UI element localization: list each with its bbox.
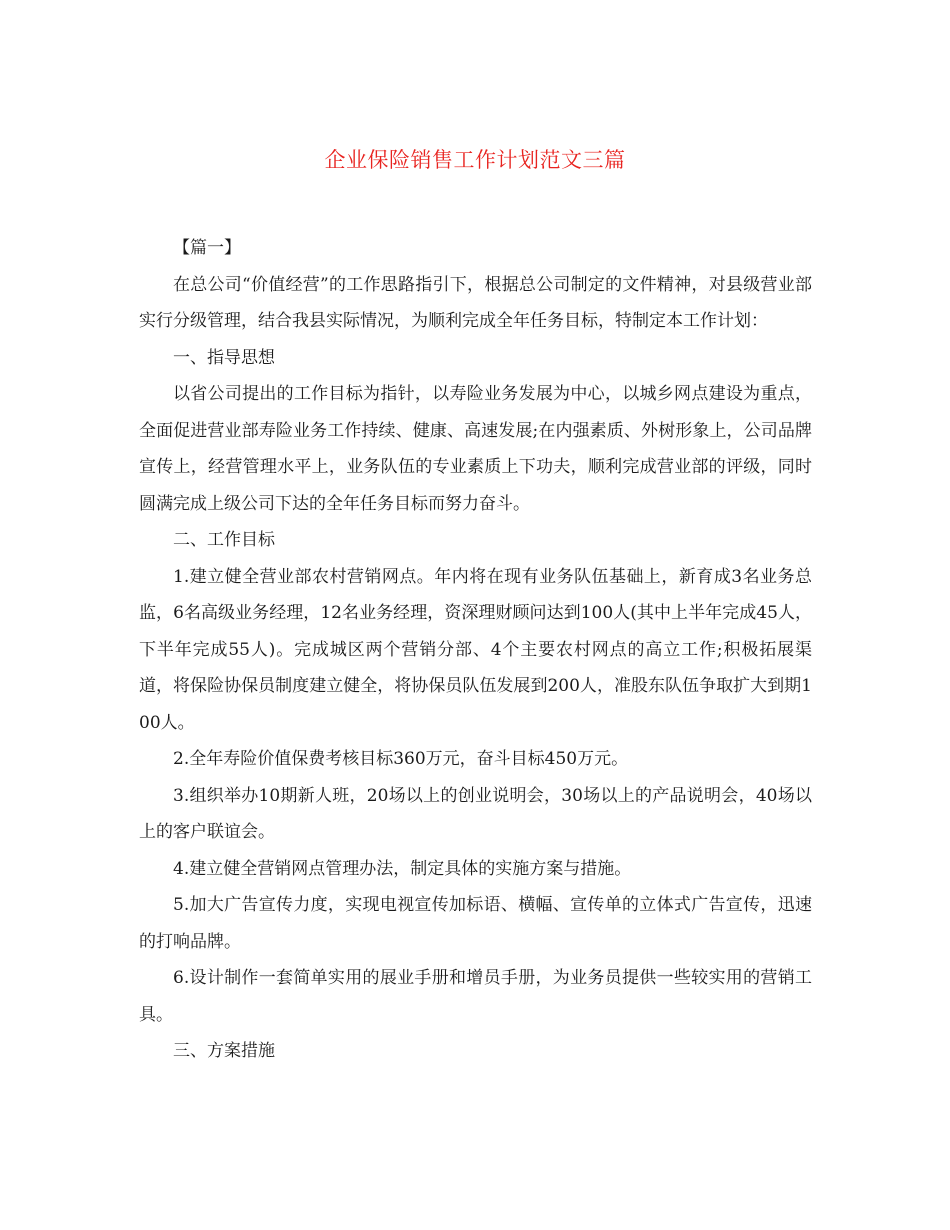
goal-item-5: 5.加大广告宣传力度，实现电视宣传加标语、横幅、宣传单的立体式广告宣传，迅速的打响品牌。 bbox=[139, 895, 812, 952]
guiding-ideology-paragraph: 以省公司提出的工作目标为指针，以寿险业务发展为中心，以城乡网点建设为重点，全面促进营业部寿险业务工作持续、健康、高速发展;在内强素质、外树形象上，公司品牌宣传上，经营管理水平上，业务队伍的专业素质上下功夫，顺利完成营业部的评级，同时圆满完成上级公司下达的全年任务目标而努力奋斗。 bbox=[139, 384, 812, 514]
goal-item-4: 4.建立健全营销网点管理办法，制定具体的实施方案与措施。 bbox=[173, 858, 632, 879]
heading-measures: 三、方案措施 bbox=[173, 1041, 275, 1061]
goal-item-1: 1.建立健全营业部农村营销网点。年内将在现有业务队伍基础上，新育成3名业务总监，6名高级业务经理，12名业务经理，资深理财顾问达到100人(其中上半年完成45人，下半年完成55人)。完成城区两个营销分部、4个主要农村网点的高立工作;积极拓展渠道，将保险协保员制度建立健全，将协保员队伍发展到200人，准股东队伍争取扩大到期100人。 bbox=[139, 566, 812, 733]
goal-item-3: 3.组织举办10期新人班，20场以上的创业说明会，30场以上的产品说明会，40场以上的客户联谊会。 bbox=[139, 785, 812, 842]
heading-guiding-ideology: 一、指导思想 bbox=[173, 347, 275, 368]
section-label-part-one: 【篇一】 bbox=[173, 238, 241, 258]
heading-work-goals: 二、工作目标 bbox=[173, 530, 275, 550]
goal-item-2: 2.全年寿险价值保费考核目标360万元，奋斗目标450万元。 bbox=[173, 749, 629, 769]
document-body bbox=[139, 230, 812, 1070]
goal-item-6: 6.设计制作一套简单实用的展业手册和增员手册，为业务员提供一些较实用的营销工具。 bbox=[139, 968, 812, 1025]
document-title: 企业保险销售工作计划范文三篇 bbox=[324, 148, 626, 172]
intro-paragraph: 在总公司“价值经营”的工作思路指引下，根据总公司制定的文件精神，对县级营业部实行分级管理，结合我县实际情况，为顺利完成全年任务目标，特制定本工作计划： bbox=[139, 274, 812, 331]
